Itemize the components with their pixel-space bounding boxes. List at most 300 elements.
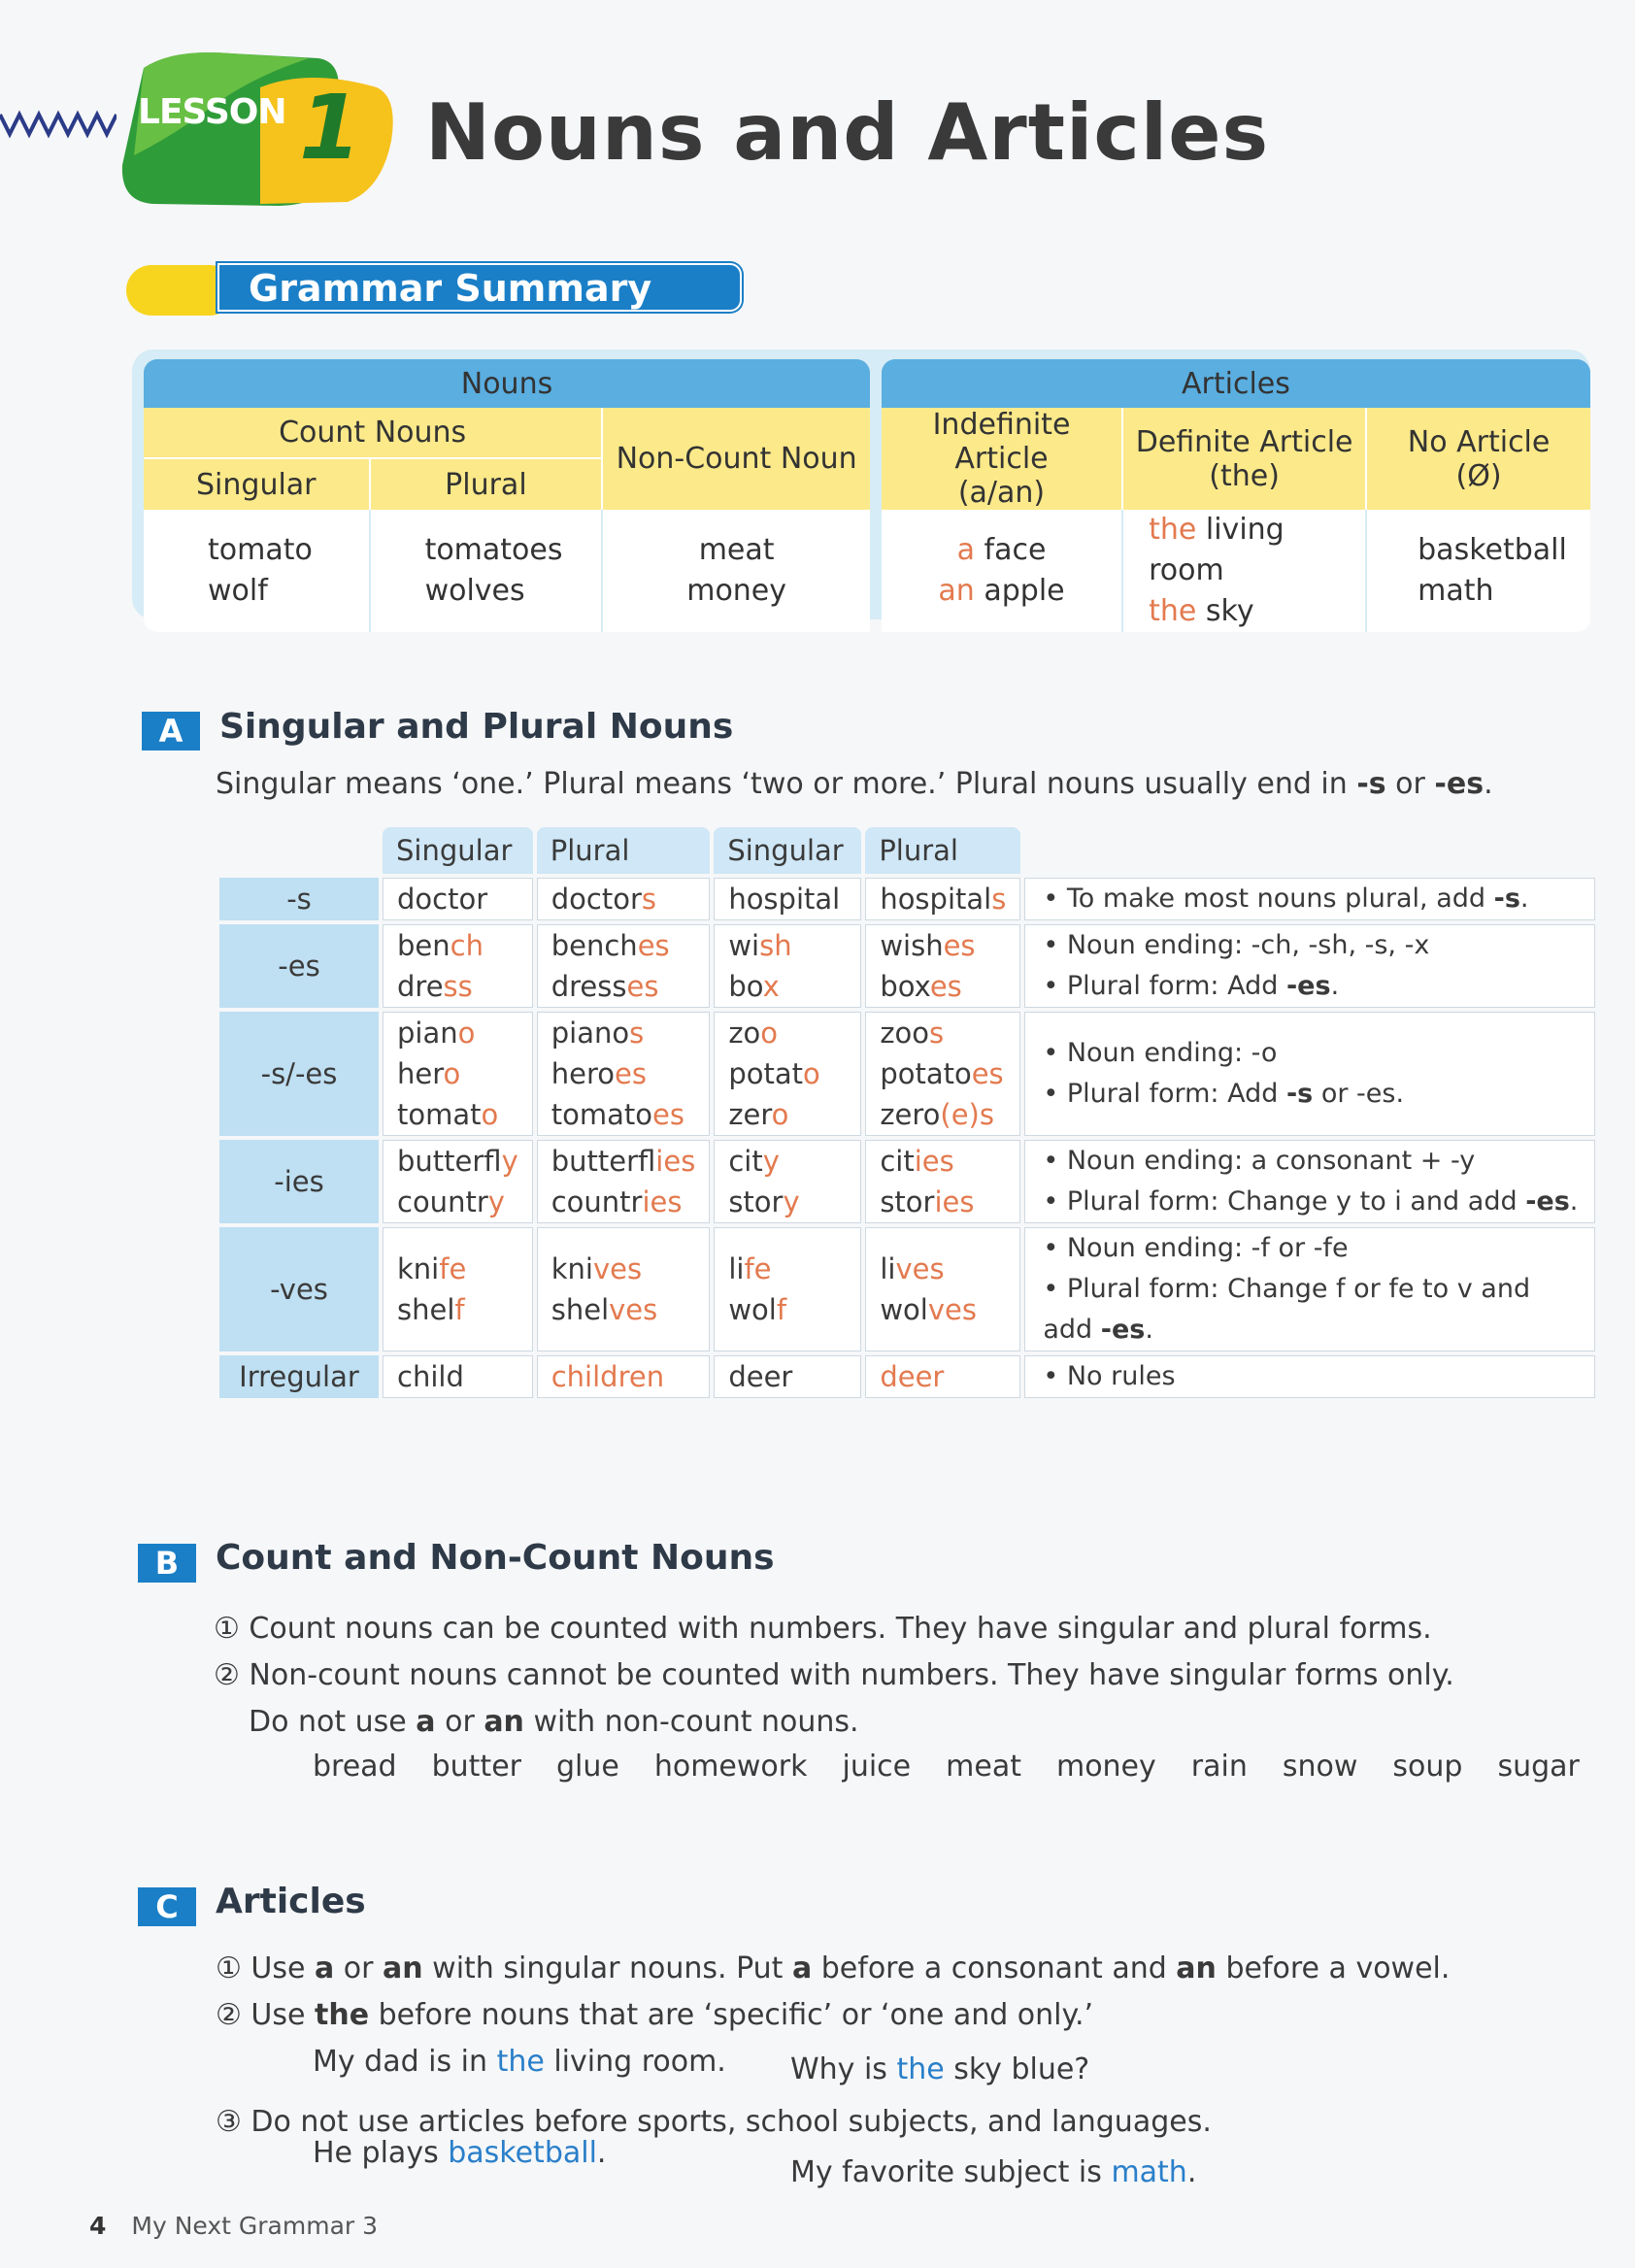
word xyxy=(728,1141,847,1182)
word-stem: her xyxy=(397,1057,444,1090)
zigzag-decoration xyxy=(0,105,117,144)
word-cell xyxy=(865,1012,1020,1136)
word xyxy=(397,1356,518,1397)
word xyxy=(880,879,1006,919)
articles-header: Articles xyxy=(882,359,1590,408)
rule-note: • Noun ending: a consonant + -y xyxy=(1043,1146,1476,1176)
word-cell xyxy=(537,1355,711,1398)
section-a-intro xyxy=(216,767,1493,801)
word-ending: ss xyxy=(443,970,473,1003)
text: before nouns that are ‘specific’ or ‘one and only.’ xyxy=(369,1998,1094,2032)
bold: a xyxy=(315,1951,335,1985)
example-3 xyxy=(313,2136,606,2170)
section-a-title: Singular and Plural Nouns xyxy=(219,707,734,747)
word xyxy=(397,1013,518,1053)
word xyxy=(728,1356,847,1397)
word-stem: potat xyxy=(728,1057,803,1090)
word-ending: o xyxy=(802,1057,820,1090)
non-count-word: snow xyxy=(1282,1750,1358,1784)
summary-noarticle-cell xyxy=(1365,510,1590,632)
highlight: basketball xyxy=(448,2136,597,2170)
word-ending: y xyxy=(501,1145,518,1178)
row-label: -es xyxy=(219,924,379,1008)
intro-suffix-s: -s xyxy=(1356,767,1386,801)
word xyxy=(880,966,1006,1007)
section-b-line-2: ② Non-count nouns cannot be counted with numbers. They have singular forms only. xyxy=(214,1658,1454,1692)
word-ending: o xyxy=(481,1098,499,1131)
word xyxy=(551,925,696,966)
rule-bold: -es xyxy=(1100,1315,1146,1345)
section-b-badge: B xyxy=(138,1544,196,1583)
highlight: the xyxy=(496,2045,545,2079)
text: sky blue? xyxy=(944,2052,1090,2086)
word-ending: s xyxy=(641,883,656,916)
word-cell xyxy=(383,1355,533,1398)
word-stem: hero xyxy=(551,1057,615,1090)
non-count-word: juice xyxy=(842,1750,912,1784)
word-stem: child xyxy=(397,1360,464,1393)
word-ending: es xyxy=(651,1098,684,1131)
definite-sub: (the) xyxy=(1209,458,1280,493)
word-stem: deer xyxy=(728,1360,793,1393)
word-stem: tomat xyxy=(397,1098,482,1131)
word-ending: y xyxy=(487,1185,505,1218)
word-ending: f xyxy=(454,1293,465,1326)
intro-suffix-es: -es xyxy=(1434,767,1485,801)
word-cell xyxy=(714,1227,861,1351)
word-cell xyxy=(714,1355,861,1398)
non-count-word: sugar xyxy=(1497,1750,1580,1784)
word-ending: o xyxy=(443,1057,461,1090)
word-cell xyxy=(383,1227,533,1351)
word-stem: shel xyxy=(397,1293,455,1326)
word-stem: li xyxy=(728,1252,745,1285)
col-header-singular: Singular xyxy=(714,827,861,874)
rule-note: • Plural form: Change f or fe to v and add -es. xyxy=(1043,1274,1531,1345)
word-ending: deer xyxy=(880,1360,945,1393)
rule-text: or -es. xyxy=(1313,1079,1405,1109)
word xyxy=(880,1356,1006,1397)
word-stem: box xyxy=(880,970,930,1003)
row-label: -ies xyxy=(219,1140,379,1223)
section-c-badge: C xyxy=(138,1887,196,1926)
article-a: a xyxy=(956,533,975,567)
text: ② Use xyxy=(216,1998,316,2032)
word-stem: li xyxy=(880,1252,896,1285)
word-cell xyxy=(383,1140,533,1223)
rule-text: . xyxy=(1569,1186,1579,1217)
bold-an: an xyxy=(484,1705,524,1739)
word-ending: ves xyxy=(609,1293,658,1326)
word-stem: countr xyxy=(397,1185,488,1218)
word xyxy=(397,1289,518,1330)
plural-row xyxy=(219,878,1595,920)
word-ending: fe xyxy=(439,1252,467,1285)
word-cell xyxy=(383,924,533,1008)
rule-notes xyxy=(1024,1355,1595,1398)
word-cell xyxy=(714,1012,861,1136)
page-footer xyxy=(89,2212,378,2240)
plural-rules-table xyxy=(216,823,1599,1402)
text: . xyxy=(596,2136,607,2170)
indefinite-title: Indefinite Article xyxy=(932,408,1071,476)
word xyxy=(551,1053,696,1094)
word-cell xyxy=(537,1140,711,1223)
word-cell xyxy=(714,924,861,1008)
word xyxy=(551,1094,696,1135)
rule-text: Plural form: Add xyxy=(1066,971,1286,1001)
bold-a: a xyxy=(416,1705,436,1739)
plural-row xyxy=(219,1140,1595,1223)
word-ending: y xyxy=(762,1145,780,1178)
no-article-header xyxy=(1365,408,1590,510)
word xyxy=(880,1249,1006,1289)
word xyxy=(551,1249,696,1289)
intro-or: or xyxy=(1385,767,1435,801)
nouns-header: Nouns xyxy=(144,359,870,408)
rule-note: • Noun ending: -o xyxy=(1043,1038,1278,1068)
word xyxy=(880,1141,1006,1182)
word-stem: zero xyxy=(880,1098,941,1131)
non-count-word: soup xyxy=(1392,1750,1463,1784)
word xyxy=(728,1289,847,1330)
rule-bold: -s xyxy=(1285,1079,1314,1109)
word-ending: s xyxy=(929,1017,945,1050)
word-stem: stor xyxy=(880,1185,935,1218)
singular-header: Singular xyxy=(144,457,369,510)
word-ending: ies xyxy=(934,1185,975,1218)
word xyxy=(397,966,518,1007)
plural-row xyxy=(219,1012,1595,1136)
no-article-title: No Article xyxy=(1407,424,1551,459)
word-stem: zoo xyxy=(880,1017,930,1050)
word-stem: butterfl xyxy=(397,1145,502,1178)
word-ending: (e)s xyxy=(940,1098,994,1131)
summary-word: basketball xyxy=(1418,533,1567,567)
word xyxy=(880,1289,1006,1330)
word xyxy=(551,1013,696,1053)
rule-text: . xyxy=(1519,884,1529,914)
word-stem: doctor xyxy=(551,883,642,916)
word-stem: potato xyxy=(880,1057,972,1090)
word xyxy=(880,1013,1006,1053)
non-count-word: homework xyxy=(653,1750,808,1784)
word-ending: children xyxy=(551,1360,665,1393)
word-stem: cit xyxy=(728,1145,763,1178)
word-cell xyxy=(865,1355,1020,1398)
article-an: an xyxy=(938,574,975,608)
word xyxy=(728,1249,847,1289)
highlight: the xyxy=(896,2052,945,2086)
summary-definite-cell xyxy=(1121,510,1365,632)
word-ending: fe xyxy=(744,1252,772,1285)
word-stem: butterfl xyxy=(551,1145,656,1178)
word-stem: dress xyxy=(551,970,627,1003)
word-stem: dre xyxy=(397,970,444,1003)
word-stem: ben xyxy=(397,929,450,962)
non-count-word: butter xyxy=(431,1750,521,1784)
text: He plays xyxy=(313,2136,449,2170)
indefinite-header xyxy=(882,408,1121,510)
word xyxy=(551,1182,696,1222)
word-stem: bench xyxy=(551,929,638,962)
word xyxy=(397,925,518,966)
word xyxy=(397,1053,518,1094)
word-ending: ies xyxy=(642,1185,683,1218)
word-stem: wol xyxy=(880,1293,928,1326)
word xyxy=(551,1289,696,1330)
word-ending: o xyxy=(760,1017,779,1050)
word-cell xyxy=(865,1227,1020,1351)
non-count-word: meat xyxy=(946,1750,1021,1784)
summary-word: face xyxy=(984,533,1047,567)
word-ending: y xyxy=(783,1185,800,1218)
word xyxy=(551,1141,696,1182)
word xyxy=(551,1356,696,1397)
word xyxy=(880,1053,1006,1094)
word-ending: o xyxy=(457,1017,476,1050)
text: living room. xyxy=(544,2045,726,2079)
rule-text: Plural form: Change y to i and add xyxy=(1066,1186,1526,1217)
text: or xyxy=(334,1951,384,1985)
book-title: My Next Grammar 3 xyxy=(131,2212,379,2240)
plural-table-wrap xyxy=(216,823,1599,1402)
text: My favorite subject is xyxy=(790,2155,1112,2189)
word xyxy=(728,1053,847,1094)
word-stem: hospital xyxy=(728,883,841,916)
word-cell xyxy=(537,1227,711,1351)
definite-title: Definite Article xyxy=(1135,424,1353,459)
word-cell xyxy=(714,878,861,920)
rule-text: . xyxy=(1145,1315,1153,1345)
word xyxy=(551,879,696,919)
word-ending: es xyxy=(614,1057,647,1090)
text: Do not use xyxy=(249,1705,417,1739)
rule-notes xyxy=(1024,1140,1595,1223)
row-label: Irregular xyxy=(219,1355,379,1398)
rule-text: . xyxy=(1330,971,1340,1001)
rule-note: • To make most nouns plural, add -s. xyxy=(1043,884,1529,914)
non-count-word: money xyxy=(1055,1750,1156,1784)
word-ending: sh xyxy=(759,929,792,962)
example-2 xyxy=(790,2052,1089,2086)
non-count-word: bread xyxy=(313,1750,397,1784)
bold: a xyxy=(791,1951,813,1985)
rule-text: Noun ending: -f or -fe xyxy=(1066,1233,1349,1263)
rule-notes xyxy=(1024,1227,1595,1351)
indefinite-sub: (a/an) xyxy=(957,476,1046,510)
word-stem: wish xyxy=(880,929,944,962)
article-the: the xyxy=(1149,513,1197,547)
col-header-plural: Plural xyxy=(537,827,711,874)
rule-notes xyxy=(1024,878,1595,920)
section-c-line-1 xyxy=(216,1951,1450,1985)
rule-bold: -s xyxy=(1493,884,1520,914)
word xyxy=(551,966,696,1007)
non-count-word-list xyxy=(313,1750,1615,1784)
rule-notes xyxy=(1024,924,1595,1008)
word-stem: hospital xyxy=(880,883,992,916)
plural-table-body xyxy=(219,878,1595,1398)
word-ending: o xyxy=(771,1098,789,1131)
word-ending: s xyxy=(629,1017,645,1050)
bold: an xyxy=(383,1951,423,1985)
summary-word: wolves xyxy=(424,574,525,608)
summary-word: apple xyxy=(984,574,1065,608)
word-stem: countr xyxy=(551,1185,643,1218)
word-stem: bo xyxy=(728,970,763,1003)
word-cell xyxy=(537,878,711,920)
word-stem: pian xyxy=(397,1017,458,1050)
word xyxy=(397,879,518,919)
example-1 xyxy=(313,2045,726,2079)
row-label: -s xyxy=(219,878,379,920)
summary-indefinite-cell xyxy=(882,510,1121,632)
word-stem: kni xyxy=(551,1252,593,1285)
word-stem: shel xyxy=(551,1293,610,1326)
non-count-header: Non-Count Noun xyxy=(601,408,870,510)
word-stem: zo xyxy=(728,1017,761,1050)
text: My dad is in xyxy=(313,2045,497,2079)
article-the: the xyxy=(1149,594,1197,628)
rule-text: Noun ending: a consonant + -y xyxy=(1066,1146,1476,1176)
section-b-line-1: ① Count nouns can be counted with numbers. They have singular and plural forms. xyxy=(214,1612,1432,1646)
word xyxy=(728,879,847,919)
summary-word: living room xyxy=(1149,513,1285,587)
word-ending: ves xyxy=(895,1252,945,1285)
rule-text: Plural form: Change f or fe to v and add xyxy=(1043,1274,1531,1345)
word-cell xyxy=(865,878,1020,920)
text: with non-count nouns. xyxy=(523,1705,859,1739)
word-ending: ies xyxy=(914,1145,954,1178)
col-header-plural: Plural xyxy=(865,827,1020,874)
word-ending: es xyxy=(971,1057,1004,1090)
word-stem: tomato xyxy=(551,1098,652,1131)
word-cell xyxy=(865,924,1020,1008)
rule-note: • Plural form: Change y to i and add -es. xyxy=(1043,1186,1579,1217)
rule-text: Noun ending: -o xyxy=(1066,1038,1278,1068)
highlight: math xyxy=(1111,2155,1187,2189)
summary-word: sky xyxy=(1205,594,1254,628)
word xyxy=(728,925,847,966)
summary-table xyxy=(144,359,1590,632)
word-stem: piano xyxy=(551,1017,630,1050)
word-stem: cit xyxy=(880,1145,915,1178)
rule-bold: -es xyxy=(1525,1186,1570,1217)
rule-note: • Plural form: Add -es. xyxy=(1043,971,1340,1001)
word xyxy=(728,1182,847,1222)
word-stem: doctor xyxy=(397,883,488,916)
text: ① Use xyxy=(216,1951,316,1985)
word-stem: wi xyxy=(728,929,760,962)
intro-end: . xyxy=(1484,767,1493,801)
word xyxy=(397,1249,518,1289)
word xyxy=(728,966,847,1007)
word-ending: ch xyxy=(450,929,484,962)
word-ending: ves xyxy=(927,1293,977,1326)
plural-row xyxy=(219,1227,1595,1351)
text: or xyxy=(435,1705,484,1739)
col-header-singular: Singular xyxy=(383,827,533,874)
rule-note: • Noun ending: -f or -fe xyxy=(1043,1233,1349,1263)
word xyxy=(728,1094,847,1135)
row-label: -s/-es xyxy=(219,1012,379,1136)
bold: an xyxy=(1176,1951,1217,1985)
word-stem: stor xyxy=(728,1185,784,1218)
word-cell xyxy=(537,1012,711,1136)
word-ending: es xyxy=(929,970,962,1003)
rule-text: No rules xyxy=(1066,1361,1176,1391)
section-b-title: Count and Non-Count Nouns xyxy=(216,1538,775,1578)
word-cell xyxy=(714,1140,861,1223)
word-cell xyxy=(537,924,711,1008)
word-ending: es xyxy=(943,929,976,962)
text: with singular nouns. Put xyxy=(422,1951,792,1985)
summary-word: math xyxy=(1418,574,1494,608)
summary-noncount-cell xyxy=(601,510,870,632)
rule-bold: -es xyxy=(1285,971,1331,1001)
rule-text: Plural form: Add xyxy=(1066,1079,1286,1109)
text: . xyxy=(1186,2155,1197,2189)
plural-row xyxy=(219,1355,1595,1398)
summary-plural-cell xyxy=(369,510,602,632)
text: before a consonant and xyxy=(812,1951,1177,1985)
rule-text: To make most nouns plural, add xyxy=(1066,884,1494,914)
word-cell xyxy=(865,1140,1020,1223)
word-ending: es xyxy=(626,970,659,1003)
word-stem: zer xyxy=(728,1098,772,1131)
rule-note: • No rules xyxy=(1043,1361,1176,1391)
rule-note: • Noun ending: -ch, -sh, -s, -x xyxy=(1043,930,1430,960)
word-cell xyxy=(383,1012,533,1136)
page-title: Nouns and Articles xyxy=(425,87,1270,178)
lesson-number: 1 xyxy=(299,76,362,180)
rule-text: Noun ending: -ch, -sh, -s, -x xyxy=(1066,930,1430,960)
summary-singular-cell xyxy=(144,510,369,632)
word xyxy=(880,925,1006,966)
word-ending: x xyxy=(762,970,780,1003)
word-stem: kni xyxy=(397,1252,440,1285)
section-c-line-3: ③ Do not use articles before sports, school subjects, and languages. xyxy=(216,2105,1212,2139)
word-ending: f xyxy=(776,1293,787,1326)
word xyxy=(397,1141,518,1182)
summary-word: tomatoes xyxy=(424,533,563,567)
text: before a vowel. xyxy=(1216,1951,1451,1985)
word-ending: es xyxy=(637,929,670,962)
word xyxy=(397,1094,518,1135)
summary-word: tomato xyxy=(208,533,313,567)
rule-notes xyxy=(1024,1012,1595,1136)
page-number: 4 xyxy=(89,2212,107,2240)
non-count-word: rain xyxy=(1190,1750,1248,1784)
section-c-title: Articles xyxy=(216,1882,366,1921)
word-cell xyxy=(383,878,533,920)
word xyxy=(880,1182,1006,1222)
bold: the xyxy=(315,1998,370,2032)
summary-word: wolf xyxy=(208,574,268,608)
word xyxy=(397,1182,518,1222)
row-label: -ves xyxy=(219,1227,379,1351)
section-c-line-2 xyxy=(216,1998,1093,2032)
word-ending: s xyxy=(991,883,1007,916)
word xyxy=(728,1013,847,1053)
non-count-word: glue xyxy=(555,1750,619,1784)
word-ending: ies xyxy=(655,1145,696,1178)
section-b-line-3 xyxy=(249,1705,859,1739)
intro-text: Singular means ‘one.’ Plural means ‘two or more.’ Plural nouns usually end in xyxy=(216,767,1357,801)
summary-label-text: Grammar Summary xyxy=(217,263,742,312)
summary-word: meat xyxy=(698,533,775,567)
